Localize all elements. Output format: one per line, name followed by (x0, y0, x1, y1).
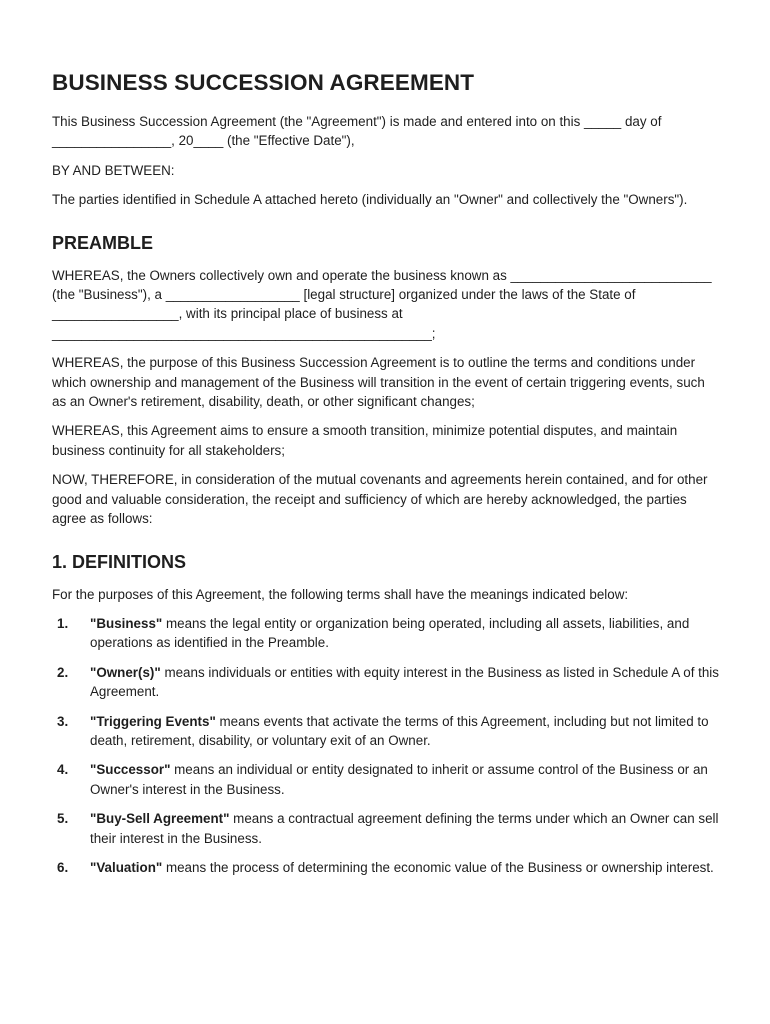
preamble-paragraph: WHEREAS, the Owners collectively own and operate the business known as ___________________________ (the "Business"), a __________________ [legal structure] organized under the laws of the State of _________________, with its principal place of business at ___________________________________________________; (52, 267, 712, 341)
definition-term: "Buy-Sell Agreement" (90, 811, 230, 827)
definition-text: means a contractual agreement defining the terms under which an Owner can sell their interest in the Business. (90, 811, 719, 846)
definition-term: "Business" (90, 615, 163, 631)
definition-number: 6. (57, 859, 69, 875)
preamble-heading: PREAMBLE (52, 232, 154, 253)
between-label: BY AND BETWEEN: (52, 162, 175, 178)
document-page (52, 68, 720, 877)
definition-text: means events that activate the terms of this Agreement, including but not limited to death, retirement, disability, or voluntary exit of an Owner. (90, 713, 709, 748)
preamble-paragraph: NOW, THEREFORE, in consideration of the mutual covenants and agreements herein contained, and for other good and valuable consideration, the receipt and sufficiency of which are hereby acknowledged, the parties agree as follows: (52, 472, 708, 527)
definition-term: "Valuation" (90, 859, 163, 875)
definition-item (52, 760, 720, 799)
definitions-list (52, 614, 720, 877)
definition-number: 4. (57, 762, 69, 778)
definition-text: means individuals or entities with equity interest in the Business as listed in Schedule A of this Agreement. (90, 664, 719, 700)
intro-paragraph: This Business Succession Agreement (the "Agreement") is made and entered into on this _____ day of ________________, 20____ (the "Effective Date"), (52, 114, 662, 149)
preamble-paragraph: WHEREAS, the purpose of this Business Succession Agreement is to outline the terms and conditions under which ownership and management of the Business will transition in the event of certain triggering events, such as an Owner's retirement, disability, death, or other significant changes; (52, 355, 705, 410)
preamble-paragraph: WHEREAS, this Agreement aims to ensure a smooth transition, minimize potential disputes, and maintain business continuity for all stakeholders; (52, 423, 678, 458)
definitions-heading: 1. DEFINITIONS (52, 551, 187, 572)
definition-term: "Owner(s)" (90, 664, 161, 680)
definition-item (52, 809, 720, 848)
definition-text: means the process of determining the economic value of the Business or ownership interest. (162, 859, 714, 875)
definition-number: 1. (57, 615, 69, 631)
definition-text: means the legal entity or organization being operated, including all assets, liabilities, and operations as identified in the Preamble. (90, 615, 690, 651)
definition-text: means an individual or entity designated to inherit or assume control of the Business or an Owner's interest in the Business. (90, 762, 708, 797)
definition-item (52, 858, 720, 877)
definition-term: "Successor" (90, 762, 171, 778)
definition-term: "Triggering Events" (90, 713, 216, 729)
definition-item (52, 614, 720, 653)
document-title: BUSINESS SUCCESSION AGREEMENT (52, 70, 475, 95)
parties-paragraph: The parties identified in Schedule A attached hereto (individually an "Owner" and collectively the "Owners"). (52, 192, 688, 208)
definition-number: 2. (57, 664, 69, 680)
definition-number: 3. (57, 713, 69, 729)
definition-number: 5. (57, 811, 69, 827)
definition-item (52, 712, 720, 751)
definition-item (52, 663, 720, 702)
definitions-intro: For the purposes of this Agreement, the following terms shall have the meanings indicated below: (52, 586, 629, 602)
